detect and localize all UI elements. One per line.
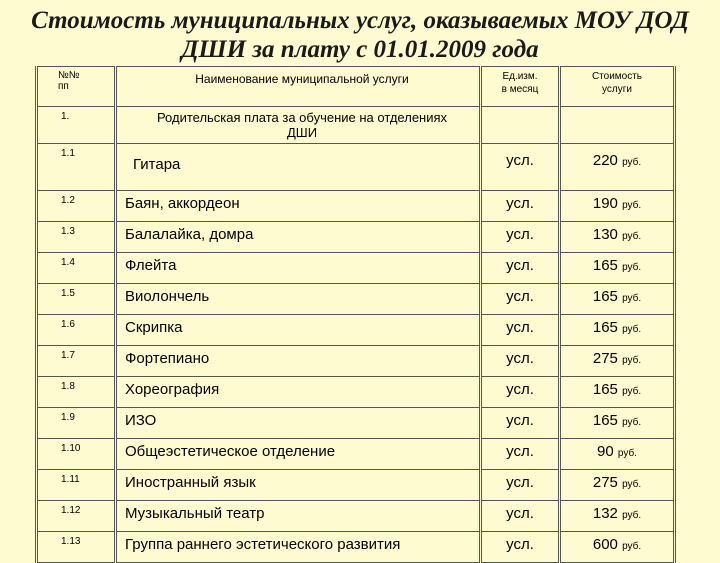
group-num: 1. bbox=[37, 107, 116, 144]
row-num: 1.7 bbox=[37, 346, 116, 377]
table-row bbox=[37, 253, 675, 284]
row-service-name: Группа раннего эстетического развития bbox=[116, 532, 481, 563]
row-unit: усл. bbox=[481, 532, 560, 563]
table-row bbox=[37, 532, 675, 563]
row-num: 1.2 bbox=[37, 191, 116, 222]
row-cost bbox=[560, 253, 675, 284]
row-cost bbox=[560, 346, 675, 377]
row-cost-value: 165 bbox=[592, 288, 618, 305]
header-unit-line1: Ед.изм. bbox=[502, 71, 538, 82]
table-row bbox=[37, 377, 675, 408]
row-unit: усл. bbox=[481, 253, 560, 284]
row-unit: усл. bbox=[481, 284, 560, 315]
row-cost bbox=[560, 470, 675, 501]
row-unit: усл. bbox=[481, 144, 560, 191]
row-num: 1.11 bbox=[37, 470, 116, 501]
table-row bbox=[37, 284, 675, 315]
row-service-name: Хореография bbox=[116, 377, 481, 408]
row-unit: усл. bbox=[481, 346, 560, 377]
title-line-1: Стоимость муниципальных услуг, оказываемых МОУ ДОД bbox=[31, 7, 689, 34]
row-service-name: ИЗО bbox=[116, 408, 481, 439]
row-unit: усл. bbox=[481, 315, 560, 346]
row-currency: руб. bbox=[617, 448, 637, 459]
row-service-name: Общеэстетическое отделение bbox=[116, 439, 481, 470]
row-service-name: Флейта bbox=[116, 253, 481, 284]
row-service-name: Гитара bbox=[116, 144, 481, 191]
row-cost-value: 165 bbox=[592, 412, 618, 429]
row-currency: руб. bbox=[622, 541, 642, 552]
table-row bbox=[37, 144, 675, 191]
header-unit-line2: в месяц bbox=[501, 84, 539, 95]
header-unit bbox=[481, 67, 560, 107]
row-cost-value: 275 bbox=[592, 474, 618, 491]
row-cost bbox=[560, 191, 675, 222]
row-unit: усл. bbox=[481, 222, 560, 253]
row-currency: руб. bbox=[622, 355, 642, 366]
table-row bbox=[37, 408, 675, 439]
row-cost-value: 165 bbox=[592, 319, 618, 336]
row-service-name: Иностранный язык bbox=[116, 470, 481, 501]
row-currency: руб. bbox=[622, 157, 642, 168]
header-num bbox=[37, 67, 116, 107]
row-cost-value: 190 bbox=[592, 195, 618, 212]
row-service-name: Баян, аккордеон bbox=[116, 191, 481, 222]
group-name-line1: Родительская плата за обучение на отделениях bbox=[156, 110, 448, 125]
row-cost-value: 130 bbox=[592, 226, 618, 243]
row-num: 1.3 bbox=[37, 222, 116, 253]
row-cost bbox=[560, 222, 675, 253]
row-cost bbox=[560, 377, 675, 408]
group-cost bbox=[560, 107, 675, 144]
row-cost bbox=[560, 501, 675, 532]
row-unit: усл. bbox=[481, 501, 560, 532]
header-name: Наименование муниципальной услуги bbox=[116, 67, 481, 107]
header-cost-line2: услуги bbox=[602, 84, 632, 95]
table-row bbox=[37, 501, 675, 532]
row-currency: руб. bbox=[622, 231, 642, 242]
row-currency: руб. bbox=[622, 324, 642, 335]
row-num: 1.12 bbox=[37, 501, 116, 532]
table-header-row bbox=[37, 67, 675, 107]
group-name bbox=[116, 107, 481, 144]
title-line-2: ДШИ за плату с 01.01.2009 года bbox=[181, 36, 539, 63]
table-row bbox=[37, 470, 675, 501]
row-service-name: Балалайка, домра bbox=[116, 222, 481, 253]
row-unit: усл. bbox=[481, 191, 560, 222]
row-unit: усл. bbox=[481, 439, 560, 470]
row-num: 1.10 bbox=[37, 439, 116, 470]
row-cost-value: 90 bbox=[597, 443, 614, 460]
row-cost-value: 165 bbox=[592, 381, 618, 398]
row-cost-value: 220 bbox=[592, 152, 618, 169]
row-num: 1.6 bbox=[37, 315, 116, 346]
row-cost bbox=[560, 439, 675, 470]
row-currency: руб. bbox=[622, 510, 642, 521]
table-row bbox=[37, 439, 675, 470]
row-cost bbox=[560, 315, 675, 346]
row-cost bbox=[560, 284, 675, 315]
row-unit: усл. bbox=[481, 408, 560, 439]
row-service-name: Фортепиано bbox=[116, 346, 481, 377]
row-unit: усл. bbox=[481, 377, 560, 408]
row-cost-value: 165 bbox=[592, 257, 618, 274]
header-cost-line1: Стоимость bbox=[591, 71, 643, 82]
row-cost bbox=[560, 144, 675, 191]
row-cost-value: 132 bbox=[592, 505, 618, 522]
row-num: 1.9 bbox=[37, 408, 116, 439]
row-num: 1.13 bbox=[37, 532, 116, 563]
header-num-line2: пп bbox=[58, 81, 69, 92]
row-num: 1.1 bbox=[37, 144, 116, 191]
row-currency: руб. bbox=[622, 386, 642, 397]
row-cost-value: 275 bbox=[592, 350, 618, 367]
header-num-line1: №№ bbox=[58, 70, 80, 81]
row-num: 1.4 bbox=[37, 253, 116, 284]
row-service-name: Музыкальный театр bbox=[116, 501, 481, 532]
row-num: 1.8 bbox=[37, 377, 116, 408]
table-row bbox=[37, 346, 675, 377]
header-cost bbox=[560, 67, 675, 107]
page-title bbox=[0, 6, 720, 64]
row-service-name: Скрипка bbox=[116, 315, 481, 346]
services-table bbox=[35, 66, 676, 563]
group-unit bbox=[481, 107, 560, 144]
row-currency: руб. bbox=[622, 417, 642, 428]
row-currency: руб. bbox=[622, 293, 642, 304]
row-cost-value: 600 bbox=[592, 536, 618, 553]
group-name-line2: ДШИ bbox=[286, 125, 318, 140]
row-cost bbox=[560, 408, 675, 439]
row-currency: руб. bbox=[622, 200, 642, 211]
row-currency: руб. bbox=[622, 479, 642, 490]
table-row bbox=[37, 191, 675, 222]
table-row bbox=[37, 222, 675, 253]
row-unit: усл. bbox=[481, 470, 560, 501]
row-cost bbox=[560, 532, 675, 563]
group-row bbox=[37, 107, 675, 144]
table-row bbox=[37, 315, 675, 346]
row-num: 1.5 bbox=[37, 284, 116, 315]
row-currency: руб. bbox=[622, 262, 642, 273]
row-service-name: Виолончель bbox=[116, 284, 481, 315]
